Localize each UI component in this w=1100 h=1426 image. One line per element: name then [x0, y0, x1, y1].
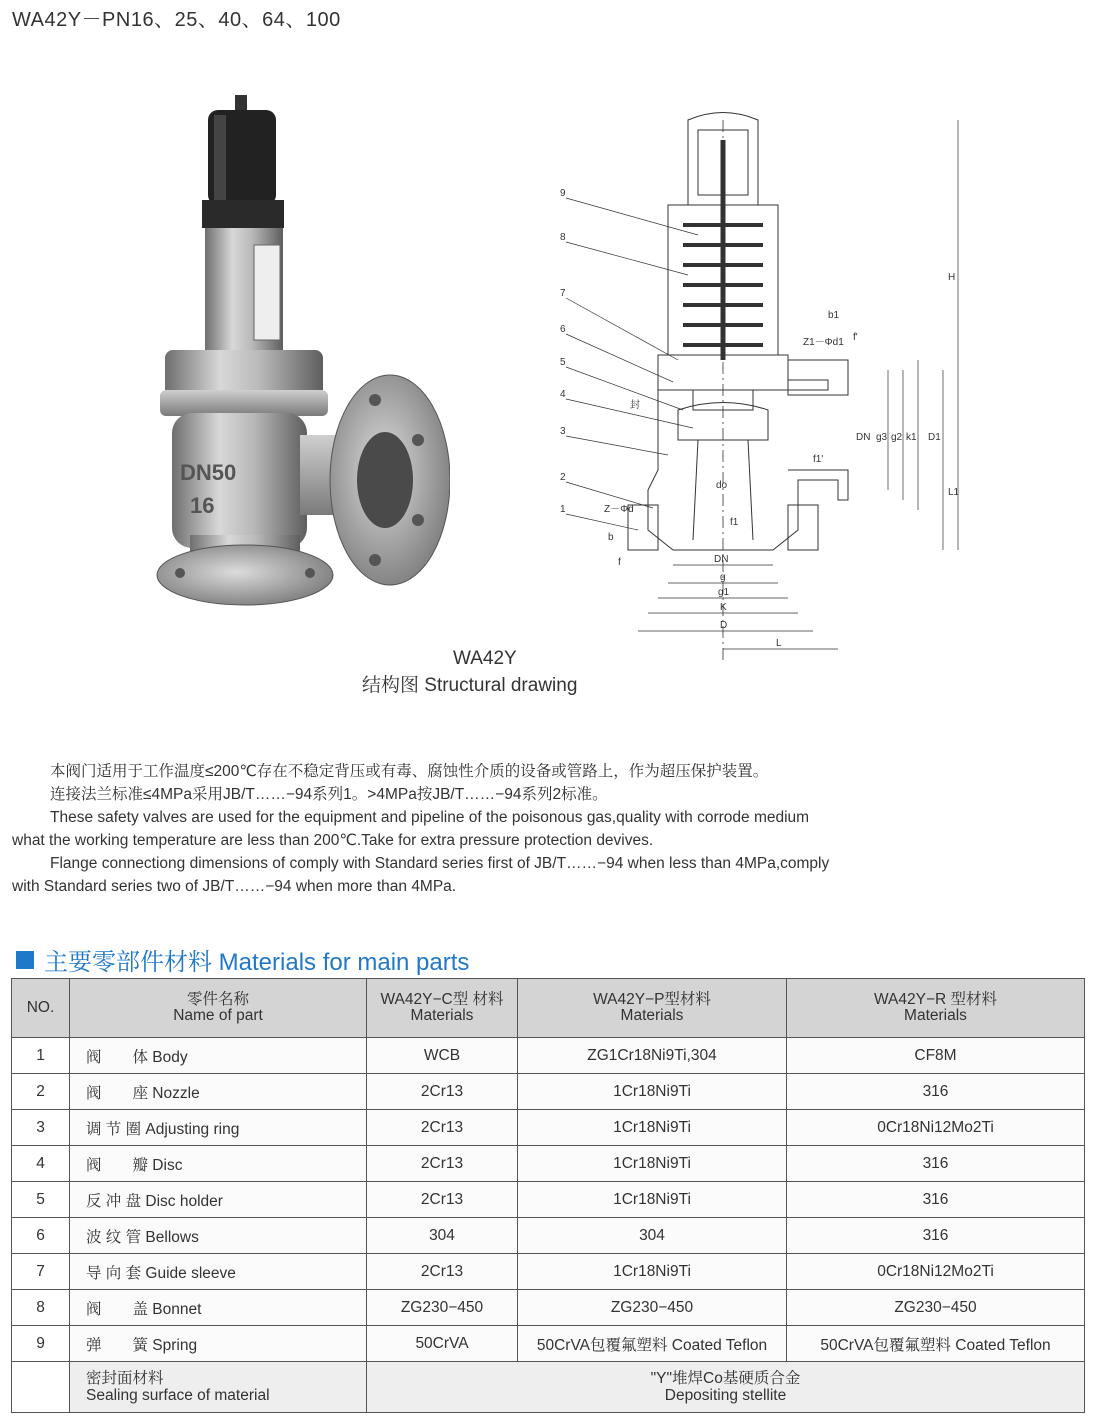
- header-p-en: Materials: [620, 1007, 684, 1024]
- header-r-cn: WA42Y−R 型材料: [873, 991, 998, 1008]
- drawing-label-3: 3: [560, 426, 566, 437]
- drawing-dim-dn-v: DN: [856, 432, 871, 443]
- row-no: 4: [12, 1146, 70, 1182]
- description-line-en-4: with Standard series two of JB/T……−94 when more than 4MPa.: [12, 878, 457, 895]
- row-name: 阀 座 Nozzle: [70, 1074, 367, 1110]
- row-name: 阀 体 Body: [70, 1038, 367, 1074]
- description: [12, 760, 1092, 898]
- table-row-sealing: [12, 1362, 1085, 1413]
- header-name: [70, 979, 367, 1038]
- drawing-dim-h: H: [948, 272, 956, 283]
- sealing-value-cn: "Y"堆焊Co基硬质合金: [650, 1370, 801, 1387]
- row-name: 阀 盖 Bonnet: [70, 1290, 367, 1326]
- header-c: [367, 979, 518, 1038]
- row-no: 6: [12, 1218, 70, 1254]
- materials-table: [11, 978, 1085, 1413]
- row-r: 0Cr18Ni12Mo2Ti: [787, 1110, 1085, 1146]
- description-line-en-3: Flange connectiong dimensions of comply with Standard series first of JB/T……−94 when less than 4MPa,comply: [50, 855, 830, 872]
- drawing-dim-g2: g2: [891, 432, 903, 443]
- row-p: 1Cr18Ni9Ti: [518, 1110, 787, 1146]
- drawing-dim-l1: L1: [948, 487, 960, 498]
- row-name: 阀 瓣 Disc: [70, 1146, 367, 1182]
- drawing-label-f1: f1: [730, 517, 739, 528]
- row-c: 2Cr13: [367, 1110, 518, 1146]
- row-name: 导 向 套 Guide sleeve: [70, 1254, 367, 1290]
- page-header-title: WA42Y－PN16、25、40、64、100: [12, 9, 341, 31]
- square-bullet-icon: [16, 951, 34, 969]
- header-no: NO.: [12, 979, 70, 1038]
- drawing-dim-g: g: [720, 572, 726, 583]
- header-name-en: Name of part: [173, 1007, 263, 1024]
- table-row: [12, 1290, 1085, 1326]
- header-p-cn: WA42Y−P型材料: [593, 991, 711, 1008]
- drawing-dim-d: D: [720, 620, 728, 631]
- row-r: 316: [787, 1074, 1085, 1110]
- structural-drawing: [548, 110, 978, 665]
- header-r: [787, 979, 1085, 1038]
- table-row: [12, 1110, 1085, 1146]
- section-title-text: 主要零部件材料 Materials for main parts: [44, 949, 470, 976]
- row-p: 50CrVA包覆氟塑料 Coated Teflon: [518, 1326, 787, 1362]
- description-line-cn-1: 本阀门适用于工作温度≤200℃存在不稳定背压或有毒、腐蚀性介质的设备或管路上，作为超压保护装置。: [50, 763, 769, 780]
- drawing-label-zphid: Z－Φd: [604, 504, 634, 515]
- valve-photo: [150, 95, 450, 615]
- row-name: 调 节 圈 Adjusting ring: [70, 1110, 367, 1146]
- row-r: CF8M: [787, 1038, 1085, 1074]
- drawing-label-2: 2: [560, 472, 566, 483]
- row-no-empty: [12, 1362, 70, 1413]
- drawing-dim-g3: g3: [876, 432, 888, 443]
- drawing-label-5: 5: [560, 357, 566, 368]
- sealing-name-en: Sealing surface of material: [86, 1387, 270, 1404]
- drawing-dim-d1: D1: [928, 432, 941, 443]
- row-c: 2Cr13: [367, 1182, 518, 1218]
- table-row: [12, 1326, 1085, 1362]
- table-row: [12, 1182, 1085, 1218]
- drawing-caption-title: 结构图 Structural drawing: [362, 675, 578, 696]
- drawing-label-z1phid1: Z1－Φd1: [803, 337, 844, 348]
- drawing-label-f1-prime: f1': [813, 454, 824, 465]
- row-no: 1: [12, 1038, 70, 1074]
- table-row: [12, 1038, 1085, 1074]
- row-p: ZG1Cr18Ni9Ti,304: [518, 1038, 787, 1074]
- header-name-cn: 零件名称: [186, 991, 249, 1008]
- row-p: 1Cr18Ni9Ti: [518, 1254, 787, 1290]
- row-p: 304: [518, 1218, 787, 1254]
- drawing-label-4: 4: [560, 389, 566, 400]
- table-header-row: [12, 979, 1085, 1038]
- drawing-label-b1: b1: [828, 310, 840, 321]
- drawing-label-f: f: [618, 557, 621, 568]
- row-name: 弹 簧 Spring: [70, 1326, 367, 1362]
- drawing-label-seal: 封: [630, 400, 640, 411]
- row-name: 波 纹 管 Bellows: [70, 1218, 367, 1254]
- row-r: 316: [787, 1146, 1085, 1182]
- description-line-en-2: what the working temperature are less than 200℃.Take for extra pressure protection devives.: [12, 832, 654, 849]
- row-c: 50CrVA: [367, 1326, 518, 1362]
- drawing-dim-k1: k1: [906, 432, 917, 443]
- drawing-label-9: 9: [560, 188, 566, 199]
- header-p: [518, 979, 787, 1038]
- drawing-label-do: do: [716, 480, 728, 491]
- description-line-cn-2: 连接法兰标准≤4MPa采用JB/T……−94系列1。>4MPa按JB/T……−94系列2标准。: [50, 786, 608, 803]
- drawing-label-f-prime: f': [853, 332, 858, 343]
- row-r: 316: [787, 1218, 1085, 1254]
- row-r: 50CrVA包覆氟塑料 Coated Teflon: [787, 1326, 1085, 1362]
- row-name: 反 冲 盘 Disc holder: [70, 1182, 367, 1218]
- drawing-label-7: 7: [560, 288, 566, 299]
- header-r-en: Materials: [904, 1007, 967, 1024]
- row-no: 7: [12, 1254, 70, 1290]
- table-row: [12, 1146, 1085, 1182]
- drawing-caption-model: WA42Y: [453, 648, 517, 669]
- row-p: 1Cr18Ni9Ti: [518, 1182, 787, 1218]
- drawing-dim-dn: DN: [714, 554, 729, 565]
- drawing-label-1: 1: [560, 504, 566, 515]
- row-r: ZG230−450: [787, 1290, 1085, 1326]
- row-no: 3: [12, 1110, 70, 1146]
- drawing-label-6: 6: [560, 324, 566, 335]
- row-c: 2Cr13: [367, 1074, 518, 1110]
- drawing-dim-k: K: [720, 602, 727, 613]
- photo-pn-marking: 16: [190, 493, 215, 518]
- drawing-label-8: 8: [560, 232, 566, 243]
- row-no: 8: [12, 1290, 70, 1326]
- sealing-name: [70, 1362, 367, 1413]
- sealing-value-en: Depositing stellite: [664, 1387, 787, 1404]
- drawing-dim-g1: g1: [718, 587, 730, 598]
- sealing-value: [367, 1362, 1085, 1413]
- table-row: [12, 1218, 1085, 1254]
- header-c-cn: WA42Y−C型 材料: [380, 991, 504, 1008]
- section-title: [16, 942, 469, 977]
- row-r: 316: [787, 1182, 1085, 1218]
- table-row: [12, 1254, 1085, 1290]
- row-p: 1Cr18Ni9Ti: [518, 1146, 787, 1182]
- row-c: ZG230−450: [367, 1290, 518, 1326]
- row-no: 9: [12, 1326, 70, 1362]
- row-no: 5: [12, 1182, 70, 1218]
- row-c: 304: [367, 1218, 518, 1254]
- drawing-dim-l: L: [776, 638, 782, 649]
- row-c: 2Cr13: [367, 1146, 518, 1182]
- description-line-en-1: These safety valves are used for the equipment and pipeline of the poisonous gas,quality with corrode medium: [50, 809, 810, 826]
- header-c-en: Materials: [410, 1007, 474, 1024]
- row-c: WCB: [367, 1038, 518, 1074]
- drawing-label-b: b: [608, 532, 614, 543]
- row-p: ZG230−450: [518, 1290, 787, 1326]
- row-r: 0Cr18Ni12Mo2Ti: [787, 1254, 1085, 1290]
- row-p: 1Cr18Ni9Ti: [518, 1074, 787, 1110]
- sealing-name-cn: 密封面材料: [86, 1370, 164, 1387]
- row-no: 2: [12, 1074, 70, 1110]
- table-row: [12, 1074, 1085, 1110]
- row-c: 2Cr13: [367, 1254, 518, 1290]
- photo-dn-marking: DN50: [180, 460, 237, 485]
